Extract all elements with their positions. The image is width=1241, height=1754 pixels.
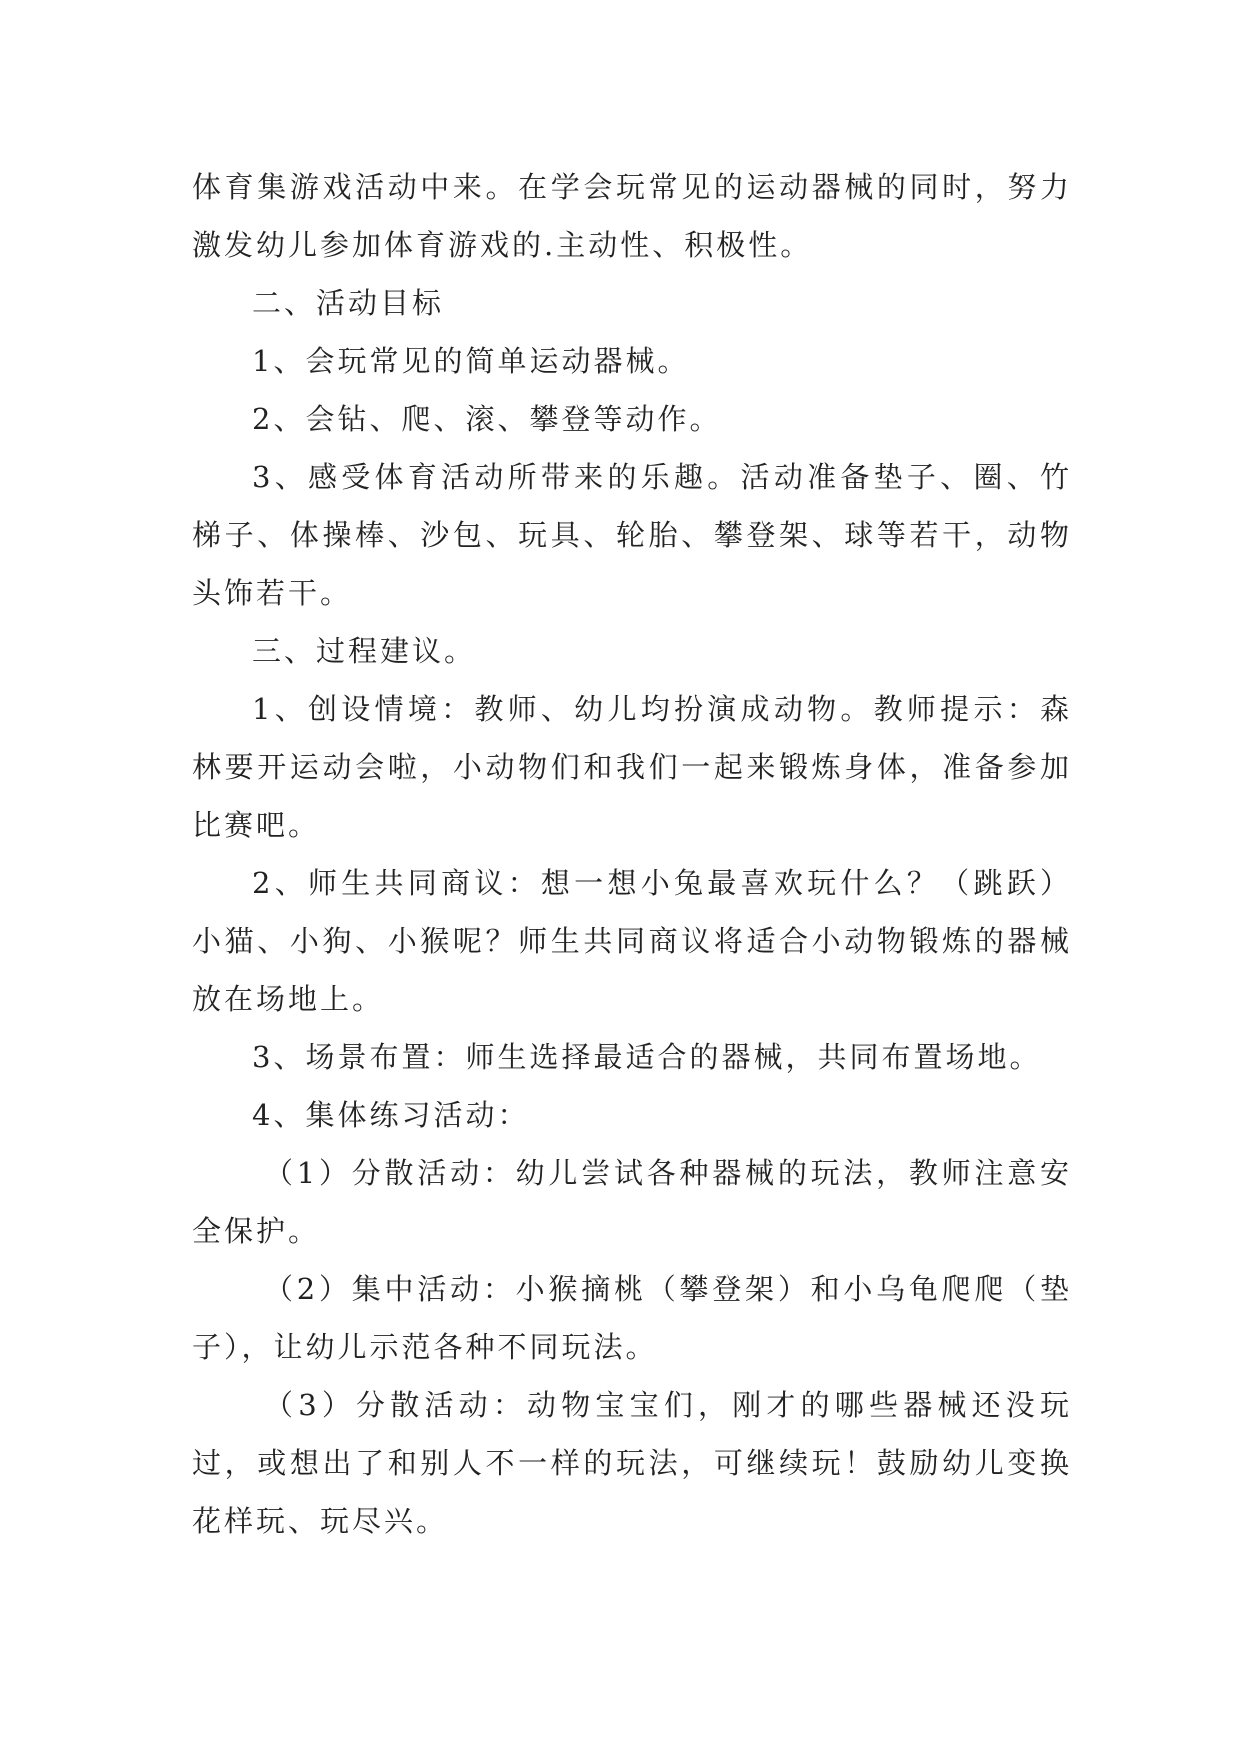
practice-substep-2: （2）集中活动：小猴摘桃（攀登架）和小乌龟爬爬（垫子），让幼儿示范各种不同玩法。 — [192, 1272, 1072, 1364]
paragraph-intro-continuation: 体育集游戏活动中来。在学会玩常见的运动器械的同时，努力激发幼儿参加体育游戏的.主动性、积极性。 — [192, 170, 1072, 262]
goal-item-2: 2、会钻、爬、滚、攀登等动作。 — [252, 402, 722, 436]
heading-activity-goals: 二、活动目标 — [252, 286, 445, 320]
practice-substep-3: （3）分散活动：动物宝宝们，刚才的哪些器械还没玩过，或想出了和别人不一样的玩法，可继续玩！鼓励幼儿变换花样玩、玩尽兴。 — [192, 1388, 1072, 1538]
heading-process-suggestions: 三、过程建议。 — [252, 634, 477, 668]
goal-item-1: 1、会玩常见的简单运动器械。 — [252, 344, 690, 378]
process-step-2: 2、师生共同商议：想一想小兔最喜欢玩什么？（跳跃）小猫、小狗、小猴呢？师生共同商议将适合小动物锻炼的器械放在场地上。 — [192, 866, 1072, 1016]
goal-item-3: 3、感受体育活动所带来的乐趣。活动准备垫子、圈、竹梯子、体操棒、沙包、玩具、轮胎、攀登架、球等若干，动物头饰若干。 — [192, 460, 1072, 610]
process-step-4: 4、集体练习活动： — [252, 1098, 530, 1132]
process-step-1: 1、创设情境：教师、幼儿均扮演成动物。教师提示：森林要开运动会啦，小动物们和我们一起来锻炼身体，准备参加比赛吧。 — [192, 692, 1072, 842]
process-step-3: 3、场景布置：师生选择最适合的器械，共同布置场地。 — [252, 1040, 1042, 1074]
practice-substep-1: （1）分散活动：幼儿尝试各种器械的玩法，教师注意安全保护。 — [192, 1156, 1072, 1248]
document-body — [192, 158, 1072, 1550]
